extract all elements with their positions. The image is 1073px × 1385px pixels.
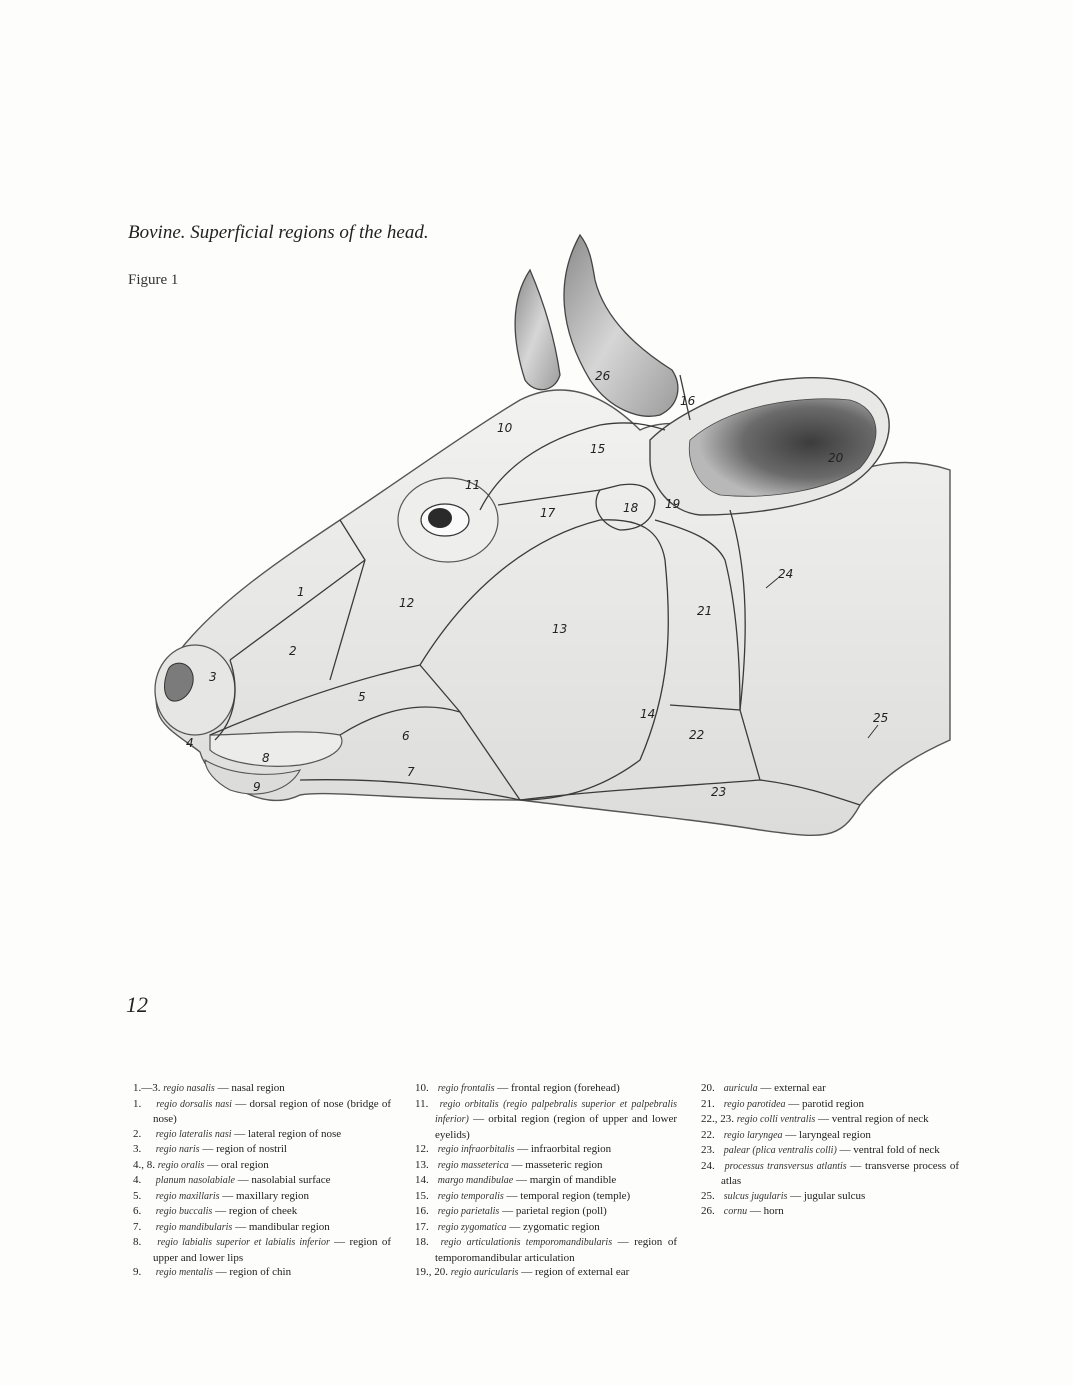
- legend-item-number: 2.: [133, 1127, 142, 1140]
- region-label-26: 26: [595, 369, 611, 383]
- legend-item-latin: regio oralis: [157, 1159, 205, 1171]
- legend-item-number: 22.: [701, 1128, 715, 1141]
- legend-item-description: — region of upper and lower lips: [153, 1236, 392, 1264]
- legend-item: [701, 1128, 959, 1144]
- region-label-15: 15: [590, 442, 606, 456]
- legend-item-latin: regio frontalis: [437, 1083, 495, 1094]
- legend-item-number: 18.: [415, 1236, 429, 1248]
- legend-item-latin: regio maxillaris: [155, 1190, 220, 1202]
- legend-item-description: — region of chin: [212, 1266, 292, 1278]
- legend-item-latin: regio laryngea: [723, 1129, 783, 1141]
- legend-item-description: — ventral fold of neck: [836, 1144, 940, 1156]
- region-label-3: 3: [209, 670, 217, 684]
- figure-title: Bovine. Superficial regions of the head.: [128, 222, 429, 243]
- legend-item: [701, 1143, 959, 1159]
- region-label-12: 12: [399, 596, 415, 610]
- legend-item-latin: regio orbitalis (regio palpebralis superior et palpebralis inferior): [435, 1098, 677, 1125]
- horn-front: [564, 235, 678, 416]
- region-label-18: 18: [623, 501, 639, 515]
- region-label-24: 24: [778, 567, 794, 581]
- region-label-25: 25: [873, 711, 889, 725]
- legend-item-description: — region of temporomandibular articulation: [435, 1236, 678, 1264]
- legend-item-description: — nasal region: [214, 1082, 285, 1094]
- region-label-22: 22: [689, 728, 705, 742]
- legend-item-latin: processus transversus atlantis: [724, 1160, 847, 1172]
- legend-item: [415, 1235, 677, 1265]
- legend-item-latin: cornu: [723, 1206, 748, 1217]
- legend-item-number: 20.: [701, 1082, 715, 1094]
- legend-item-latin: regio mentalis: [155, 1267, 213, 1278]
- legend-item: [133, 1235, 391, 1265]
- legend-item: [701, 1159, 959, 1189]
- legend-item-number: 4., 8.: [133, 1158, 155, 1171]
- legend-item-number: 14.: [415, 1174, 429, 1186]
- legend-item: [701, 1189, 959, 1205]
- legend-item-description: — region of nostril: [199, 1143, 287, 1155]
- legend-item-latin: regio colli ventralis: [736, 1114, 816, 1125]
- legend-item-number: 1.: [133, 1097, 142, 1110]
- legend-item-latin: regio buccalis: [155, 1206, 213, 1217]
- legend-item-latin: auricula: [723, 1083, 758, 1094]
- legend-item-description: — zygomatic region: [506, 1220, 600, 1233]
- legend-item-latin: regio parotidea: [723, 1098, 786, 1110]
- legend-item-latin: regio articulationis temporomandibularis: [440, 1237, 613, 1248]
- legend-item: [415, 1220, 677, 1236]
- legend-item-number: 10.: [415, 1082, 429, 1094]
- legend-item-number: 12.: [415, 1143, 429, 1155]
- region-label-19: 19: [665, 497, 681, 511]
- legend-item-latin: margo mandibulae: [437, 1175, 514, 1186]
- legend-item-latin: sulcus jugularis: [723, 1190, 788, 1202]
- legend-item-number: 21.: [701, 1097, 715, 1110]
- legend-item-number: 25.: [701, 1189, 715, 1202]
- legend-item-description: — maxillary region: [219, 1189, 310, 1202]
- region-label-8: 8: [262, 751, 270, 765]
- region-label-14: 14: [640, 707, 656, 721]
- legend-item-number: 9.: [133, 1266, 142, 1278]
- legend-item: [133, 1127, 391, 1143]
- region-label-11: 11: [465, 478, 481, 492]
- legend-item: [701, 1097, 959, 1113]
- horn-back: [515, 270, 560, 390]
- region-label-23: 23: [711, 785, 727, 799]
- pupil: [428, 508, 452, 528]
- legend-item: [701, 1204, 959, 1220]
- legend-item: [415, 1173, 677, 1189]
- legend-item: [133, 1142, 391, 1158]
- legend-item-number: 24.: [701, 1159, 715, 1172]
- legend-item-number: 15.: [415, 1189, 429, 1202]
- legend-item-number: 5.: [133, 1189, 142, 1202]
- legend-item-latin: regio mandibularis: [155, 1221, 233, 1233]
- legend-item-number: 22., 23.: [701, 1113, 734, 1125]
- legend-item-description: — margin of mandible: [513, 1174, 617, 1186]
- legend-item: [133, 1189, 391, 1205]
- region-label-4: 4: [186, 736, 194, 750]
- region-label-10: 10: [497, 421, 513, 435]
- legend-item: [415, 1142, 677, 1158]
- legend-item: [415, 1204, 677, 1220]
- legend-item: [701, 1081, 959, 1097]
- legend-item-description: — infraorbital region: [514, 1143, 612, 1155]
- legend-item-description: — masseteric region: [508, 1158, 603, 1171]
- legend-item-description: — laryngeal region: [782, 1128, 871, 1141]
- legend-item-description: — ventral region of neck: [815, 1113, 929, 1125]
- legend-item-latin: regio masseterica: [437, 1159, 509, 1171]
- region-label-2: 2: [289, 644, 297, 658]
- legend-item-latin: regio temporalis: [437, 1190, 504, 1202]
- legend-item-description: — horn: [747, 1205, 784, 1217]
- legend-item-number: 8.: [133, 1236, 142, 1248]
- legend-item-latin: regio auricularis: [450, 1267, 519, 1278]
- legend-item-description: — frontal region (forehead): [494, 1082, 620, 1094]
- legend-item-number: 16.: [415, 1205, 429, 1217]
- legend-item: [415, 1097, 677, 1143]
- legend-item-description: — parietal region (poll): [499, 1205, 607, 1217]
- legend-item-description: — temporal region (temple): [503, 1189, 631, 1202]
- region-label-5: 5: [358, 690, 366, 704]
- region-label-20: 20: [828, 451, 844, 465]
- legend-item-latin: palear (plica ventralis colli): [723, 1145, 837, 1156]
- legend-item-latin: regio lateralis nasi: [155, 1128, 232, 1140]
- legend-item-description: — region of external ear: [518, 1266, 630, 1278]
- legend-item: [133, 1265, 391, 1281]
- region-label-21: 21: [697, 604, 713, 618]
- legend-item-number: 6.: [133, 1205, 142, 1217]
- page-number: 12: [126, 992, 148, 1017]
- legend-item-number: 19., 20.: [415, 1266, 448, 1278]
- region-label-16: 16: [680, 394, 696, 408]
- legend-column-2: [415, 1081, 677, 1281]
- legend-item: [415, 1158, 677, 1174]
- legend-item-number: 11.: [415, 1097, 429, 1110]
- legend-column-3: [701, 1081, 959, 1220]
- legend-item-description: — oral region: [204, 1158, 269, 1171]
- legend-item: [415, 1189, 677, 1205]
- legend-item-description: — lateral region of nose: [231, 1127, 342, 1140]
- legend-item: [415, 1265, 677, 1281]
- legend-column-1: [133, 1081, 391, 1281]
- legend-item-description: — parotid region: [785, 1097, 865, 1110]
- legend-item-latin: regio parietalis: [437, 1206, 500, 1217]
- legend-item: [133, 1173, 391, 1189]
- legend-item-description: — region of cheek: [212, 1205, 298, 1217]
- legend-item-number: 26.: [701, 1205, 715, 1217]
- legend-item-description: — orbital region (region of upper and lower eyelids): [435, 1113, 677, 1141]
- legend-item-description: — external ear: [757, 1082, 826, 1094]
- legend-item-latin: regio infraorbitalis: [437, 1144, 515, 1155]
- legend-item: [701, 1112, 959, 1128]
- legend-item: [133, 1158, 391, 1174]
- legend-item-latin: regio nasalis: [163, 1083, 215, 1094]
- legend-item: [133, 1220, 391, 1236]
- region-label-7: 7: [407, 765, 415, 779]
- legend-item-number: 13.: [415, 1158, 429, 1171]
- legend-item: [133, 1081, 391, 1097]
- legend-item-latin: regio naris: [155, 1144, 200, 1155]
- legend-item-number: 7.: [133, 1220, 142, 1233]
- legend-item: [133, 1097, 391, 1127]
- legend-item-number: 17.: [415, 1220, 429, 1233]
- legend-item-latin: regio zygomatica: [437, 1221, 507, 1233]
- legend-item-number: 23.: [701, 1144, 715, 1156]
- legend-item-number: 3.: [133, 1143, 142, 1155]
- legend-item-latin: planum nasolabiale: [155, 1175, 235, 1186]
- legend-item-description: — dorsal region of nose (bridge of nose): [153, 1097, 392, 1125]
- legend-item-latin: regio labialis superior et labialis inferior: [157, 1237, 330, 1248]
- legend-item: [415, 1081, 677, 1097]
- legend-item-description: — transverse process of atlas: [721, 1159, 959, 1187]
- legend-item-number: 1.—3.: [133, 1082, 161, 1094]
- legend-item-description: — mandibular region: [232, 1220, 330, 1233]
- legend-item-description: — nasolabial surface: [234, 1174, 331, 1186]
- region-label-1: 1: [297, 585, 305, 599]
- region-label-9: 9: [253, 780, 261, 794]
- legend-item-latin: regio dorsalis nasi: [156, 1098, 232, 1110]
- region-label-6: 6: [402, 729, 410, 743]
- region-label-17: 17: [540, 506, 556, 520]
- region-label-13: 13: [552, 622, 568, 636]
- figure-label: Figure 1: [128, 272, 179, 288]
- legend-item-number: 4.: [133, 1174, 142, 1186]
- legend-item-description: — jugular sulcus: [787, 1189, 866, 1202]
- legend-item: [133, 1204, 391, 1220]
